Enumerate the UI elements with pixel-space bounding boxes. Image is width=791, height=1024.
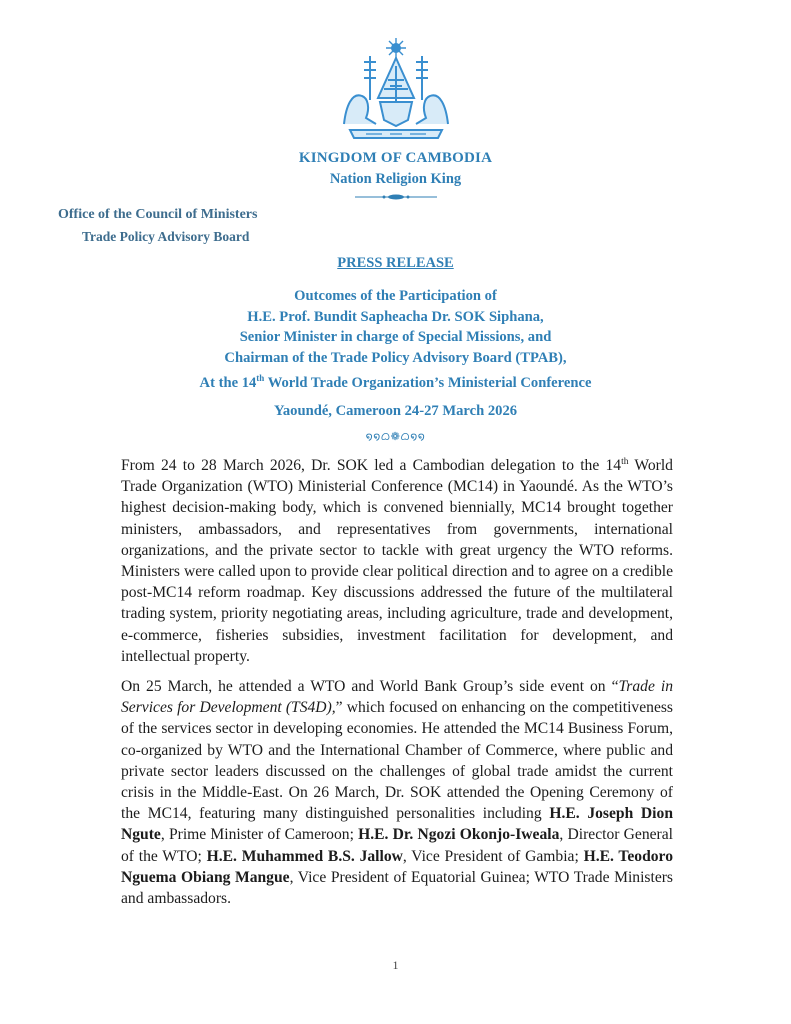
office-name: Office of the Council of Ministers (58, 207, 258, 222)
release-body (121, 455, 673, 918)
kingdom-heading: KINGDOM OF CAMBODIA (298, 150, 493, 166)
dignitary-name: H.E. Dr. Ngozi Okonjo-Iweala (358, 826, 560, 844)
dignitary-name: H.E. Joseph Dion Ngute (121, 805, 673, 844)
title-text: At the 14 (199, 375, 257, 392)
dignitary-name: H.E. Teodoro Nguema Obiang Mangue (121, 847, 673, 886)
board-name: Trade Policy Advisory Board (82, 229, 250, 244)
text: World Trade Organization (WTO) Ministerial Conference (MC14) in Yaoundé. As the WTO’s highest decision-making body, which is convened biennially, MC14 brought together ministers, ambassadors, and representatives from governments, international organizations, and the private sector to tackle with great urgency the WTO reforms. Ministers were called upon to provide clear political direction and to agree on a credible post-MC14 reform roadmap. Key discussions addressed the future of the multilateral trading system, priority negotiating areas, including agriculture, trade and development, e-commerce, fisheries subsidies, investment facilitation for development, and intellectual property. (121, 457, 673, 665)
national-motto: Nation Religion King (329, 171, 462, 187)
title-line: H.E. Prof. Bundit Sapheacha Dr. SOK Siphana, (247, 308, 544, 325)
text: On 25 March, he attended a WTO and World Bank Group’s side event on “ (121, 678, 619, 696)
event-title: Trade in Services for Development (TS4D), (121, 678, 673, 717)
ordinal-suffix: th (256, 373, 265, 384)
press-release-label: PRESS RELEASE (337, 255, 454, 271)
ordinal-suffix: th (621, 456, 629, 467)
khmer-ornament-divider: ໑໑ᜊ❁ᜊ໑໑ (365, 430, 426, 443)
text: , Prime Minister of Cameroon; (160, 826, 359, 844)
paragraph-2 (121, 676, 673, 909)
title-line: Senior Minister in charge of Special Missions, and (239, 329, 552, 346)
text: , Director General of the WTO; (121, 826, 674, 865)
title-line (0, 368, 791, 393)
title-text: World Trade Organization’s Ministerial Conference (264, 375, 592, 392)
text: , Vice President of Gambia; (402, 847, 584, 865)
royal-arms-of-cambodia-icon (336, 36, 456, 144)
text: From 24 to 28 March 2026, Dr. SOK led a Cambodian delegation to the 14 (121, 457, 622, 474)
dateline: Yaoundé, Cameroon 24-27 March 2026 (273, 403, 518, 419)
text: ” which focused on enhancing on the competitiveness of the services sector in developing economies. He attended the MC14 Business Forum, co-organized by WTO and the International Chamber of Commerce, where public and private sector leaders discussed on the challenges of global trade amidst the current crisis in the Middle-East. On 26 March, Dr. SOK attended the Opening Ceremony of the MC14, featuring many distinguished personalities including (121, 699, 674, 823)
text: , Vice President of Equatorial Guinea; WTO Trade Ministers and ambassadors. (121, 868, 673, 908)
release-title (0, 286, 791, 394)
ornament-divider-icon (355, 193, 437, 201)
dignitary-name: H.E. Muhammed B.S. Jallow (206, 847, 403, 865)
title-line: Outcomes of the Participation of (294, 288, 497, 304)
page-number: 1 (392, 958, 399, 972)
paragraph-1 (121, 455, 673, 667)
title-line: Chairman of the Trade Policy Advisory Board (TPAB), (224, 349, 567, 366)
